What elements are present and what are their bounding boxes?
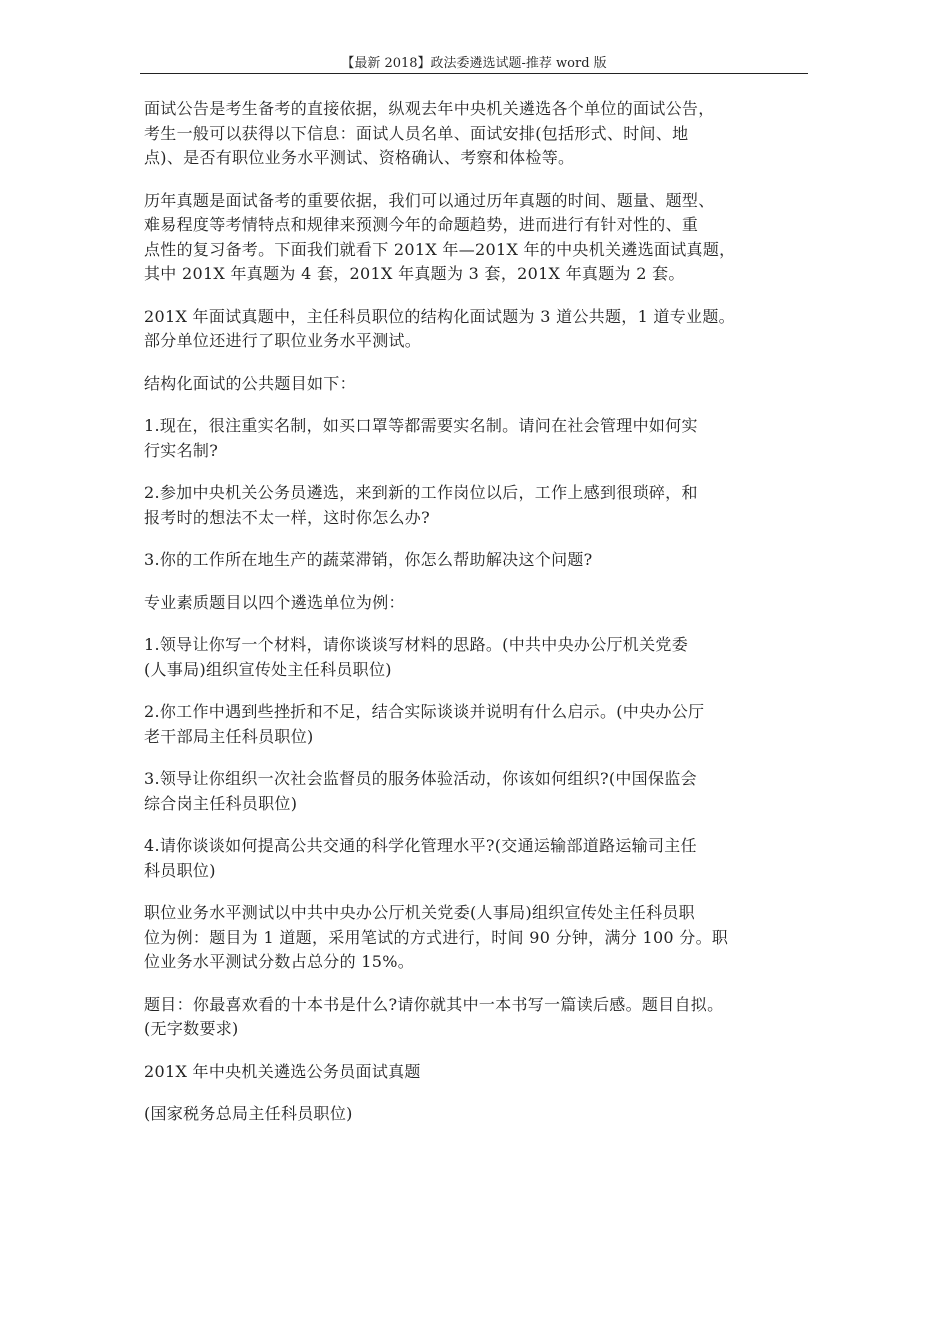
text-line: 2.参加中央机关公务员遴选，来到新的工作岗位以后，工作上感到很琐碎，和 — [144, 483, 698, 502]
text-line: 2.你工作中遇到些挫折和不足，结合实际谈谈并说明有什么启示。(中央办公厅 — [144, 702, 705, 721]
text-line: 行实名制? — [144, 440, 219, 460]
text-line: 历年真题是面试备考的重要依据，我们可以通过历年真题的时间、题量、题型、 — [144, 190, 715, 210]
text-line: (人事局)组织宣传处主任科员职位) — [144, 659, 392, 679]
paragraph — [144, 414, 816, 463]
text-line: 考生一般可以获得以下信息：面试人员名单、面试安排(包括形式、时间、地 — [144, 123, 689, 143]
text-line: 难易程度等考情特点和规律来预测今年的命题趋势，进而进行有针对性的、重 — [144, 215, 699, 234]
text-line: 点性的复习备考。下面我们就看下 201X 年—201X 年的中央机关遴选面试真题， — [144, 239, 736, 259]
text-line: 点)、是否有职位业务水平测试、资格确认、考察和体检等。 — [144, 148, 575, 167]
header-divider — [140, 73, 808, 74]
text-line: 3.你的工作所在地生产的蔬菜滞销，你怎么帮助解决这个问题? — [144, 550, 593, 569]
paragraph — [144, 700, 816, 749]
text-line: 报考时的想法不太一样，这时你怎么办? — [144, 507, 430, 527]
paragraph — [144, 1060, 816, 1085]
text-line: (无字数要求) — [144, 1019, 239, 1038]
text-line: 专业素质题目以四个遴选单位为例： — [144, 592, 405, 612]
paragraph — [144, 1102, 816, 1127]
text-line: 综合岗主任科员职位) — [144, 793, 298, 813]
text-line: 3.领导让你组织一次社会监督员的服务体验活动，你该如何组织?(中国保监会 — [144, 769, 697, 788]
paragraph — [144, 993, 816, 1042]
paragraph — [144, 548, 816, 573]
paragraph — [144, 305, 816, 354]
text-line: 4.请你谈谈如何提高公共交通的科学化管理水平?(交通运输部道路运输司主任 — [144, 836, 697, 855]
paragraph — [144, 834, 816, 883]
text-line: 位为例：题目为 1 道题，采用笔试的方式进行，时间 90 分钟，满分 100 分。职 — [144, 927, 729, 947]
paragraph — [144, 591, 816, 616]
text-line: 位业务水平测试分数占总分的 15%。 — [144, 952, 415, 971]
text-line: 题目：你最喜欢看的十本书是什么?请你就其中一本书写一篇读后感。题目自拟。 — [144, 994, 724, 1014]
paragraph — [144, 901, 816, 975]
text-line: 1.领导让你写一个材料，请你谈谈写材料的思路。(中共中央办公厅机关党委 — [144, 635, 689, 654]
text-line: 201X 年面试真题中，主任科员职位的结构化面试题为 3 道公共题，1 道专业题。 — [144, 306, 735, 326]
text-line: 科员职位) — [144, 860, 216, 880]
text-line: 其中 201X 年真题为 4 套，201X 年真题为 3 套，201X 年真题为 2 套。 — [144, 264, 685, 283]
document-body — [144, 97, 816, 1145]
text-line: 201X 年中央机关遴选公务员面试真题 — [144, 1061, 421, 1081]
text-line: 面试公告是考生备考的直接依据，纵观去年中央机关遴选各个单位的面试公告， — [144, 99, 715, 118]
paragraph — [144, 189, 816, 287]
paragraph — [144, 633, 816, 682]
paragraph — [144, 97, 816, 171]
text-line: 1.现在，很注重实名制，如买口罩等都需要实名制。请问在社会管理中如何实 — [144, 416, 698, 435]
text-line: (国家税务总局主任科员职位) — [144, 1104, 353, 1123]
text-line: 职位业务水平测试以中共中央办公厅机关党委(人事局)组织宣传处主任科员职 — [144, 903, 695, 922]
text-line: 老干部局主任科员职位) — [144, 726, 314, 746]
paragraph — [144, 481, 816, 530]
text-line: 结构化面试的公共题目如下： — [144, 373, 356, 393]
paragraph — [144, 767, 816, 816]
paragraph — [144, 372, 816, 397]
page-header-title: 【最新 2018】政法委遴选试题-推荐 word 版 — [341, 56, 607, 71]
text-line: 部分单位还进行了职位业务水平测试。 — [144, 331, 422, 350]
